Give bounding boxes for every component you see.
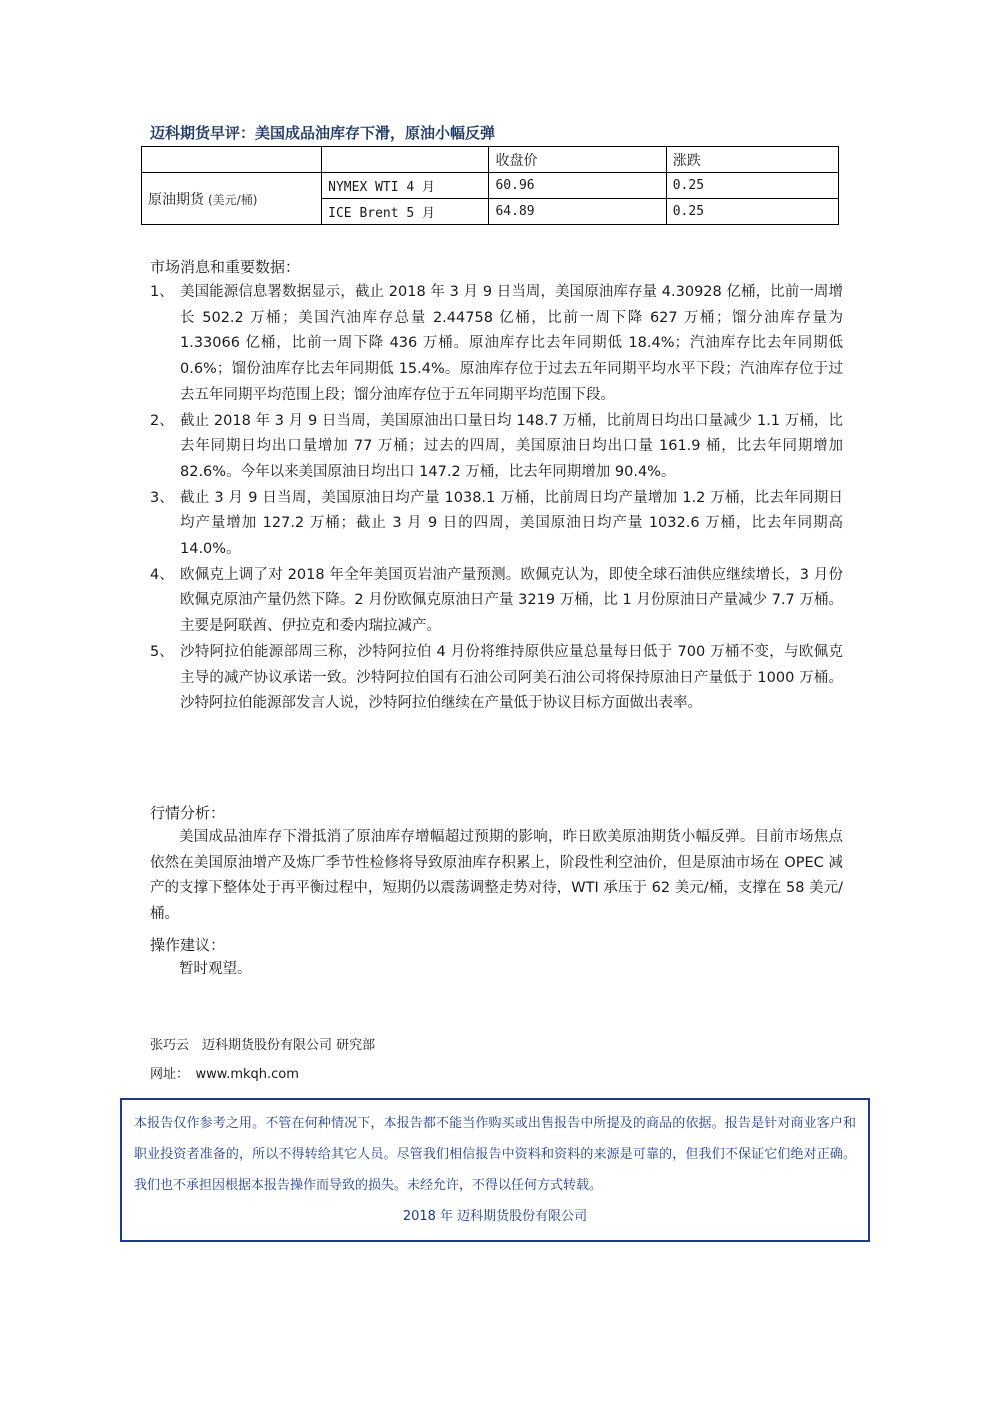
header-close-cell: 收盘价: [489, 147, 666, 173]
author-line: 张巧云 迈科期货股份有限公司 研究部: [150, 1038, 376, 1053]
news-item: [150, 640, 843, 717]
contract-cell: NYMEX WTI 4 月: [322, 173, 489, 199]
disclaimer-box: [120, 1098, 870, 1242]
news-item-number: 1、: [150, 284, 174, 300]
table-row: [142, 173, 839, 199]
header-blank-cell: [142, 147, 322, 173]
news-item-number: 5、: [150, 643, 174, 660]
disclaimer-footer: 2018 年 迈科期货股份有限公司: [402, 1209, 588, 1224]
row-group-unit: (美元/桶): [208, 192, 258, 207]
contract-cell: ICE Brent 5 月: [322, 199, 489, 225]
news-item-text: 沙特阿拉伯能源部周三称，沙特阿拉伯 4 月份将维持原供应量总量每日低于 700 万桶不变，与欧佩克主导的减产协议承诺一致。沙特阿拉伯国有石油公司阿美石油公司将保持原油日产量低于 1000 万桶。沙特阿拉伯能源部发言人说，沙特阿拉伯继续在产量低于协议目标方面做出表率。: [180, 643, 843, 712]
change-cell: 0.25: [666, 173, 838, 199]
advice-text: 暂时观望。: [179, 961, 252, 977]
header-blank-cell: [322, 147, 489, 173]
news-item-text: 欧佩克上调了对 2018 年全年美国页岩油产量预测。欧佩克认为，即使全球石油供应继续增长，3 月份欧佩克原油产量仍然下降。2 月份欧佩克原油日产量 3219 万桶，比 1 月份原油日产量减少 7.7 万桶。主要是阿联酋、伊拉克和委内瑞拉减产。: [180, 566, 843, 635]
website-line: 网址： www.mkqh.com: [150, 1067, 299, 1082]
news-list: [150, 280, 843, 717]
change-cell: 0.25: [666, 199, 838, 225]
news-item: [150, 409, 843, 486]
analysis-text: 美国成品油库存下滑抵消了原油库存增幅超过预期的影响，昨日欧美原油期货小幅反弹。目前市场焦点依然在美国原油增产及炼厂季节性检修将导致原油库存积累上，阶段性利空油价，但是原油市场在 OPEC 减产的支撑下整体处于再平衡过程中，短期仍以震荡调整走势对待，WTI 承压于 62 美元/桶，支撑在 58 美元/桶。: [150, 829, 843, 923]
news-item: [150, 486, 843, 563]
advice-heading: 操作建议：: [150, 936, 226, 954]
header-change-cell: 涨跌: [666, 147, 838, 173]
news-item: [150, 563, 843, 640]
close-price-cell: 60.96: [489, 173, 666, 199]
news-item-number: 4、: [150, 566, 174, 583]
news-item: [150, 280, 843, 409]
news-item-number: 3、: [150, 489, 174, 506]
page-title: 迈科期货早评：美国成品油库存下滑，原油小幅反弹: [150, 124, 496, 142]
table-header-row: [142, 147, 839, 173]
quote-table: [141, 146, 839, 225]
news-item-text: 美国能源信息署数据显示，截止 2018 年 3 月 9 日当周，美国原油库存量 4.30928 亿桶，比前一周增长 502.2 万桶；美国汽油库存总量 2.44758 亿桶，比前一周下降 627 万桶；馏分油库存量为 1.33066 亿桶，比前一周下降 436 万桶。原油库存比去年同期低 18.4%；汽油库存比去年同期低 0.6%；馏份油库存比去年同期低 15.4%。原油库存位于过去五年同期平均水平下段；汽油库存位于过去五年同期平均范围上段；馏分油库存位于五年同期平均范围下段。: [180, 284, 843, 403]
news-item-text: 截止 3 月 9 日当周，美国原油日均产量 1038.1 万桶，比前周日均产量增加 1.2 万桶，比去年同期日均产量增加 127.2 万桶；截止 3 月 9 日的四周，美国原油日均产量 1032.6 万桶，比去年同期高 14.0%。: [180, 489, 843, 558]
close-price-cell: 64.89: [489, 199, 666, 225]
news-item-number: 2、: [150, 412, 174, 429]
row-group-cell: [142, 173, 322, 225]
news-heading: 市场消息和重要数据：: [150, 258, 301, 276]
disclaimer-text: 本报告仅作参考之用。不管在何种情况下，本报告都不能当作购买或出售报告中所提及的商品的依据。报告是针对商业客户和职业投资者准备的，所以不得转给其它人员。尽管我们相信报告中资料和资料的来源是可靠的，但我们不保证它们绝对正确。我们也不承担因根据本报告操作而导致的损失。未经允许，不得以任何方式转载。: [134, 1116, 856, 1193]
news-item-text: 截止 2018 年 3 月 9 日当周，美国原油出口量日均 148.7 万桶，比前周日均出口量减少 1.1 万桶，比去年同期日均出口量增加 77 万桶；过去的四周，美国原油日均出口量 161.9 桶，比去年同期增加 82.6%。今年以来美国原油日均出口 147.2 万桶，比去年同期增加 90.4%。: [180, 412, 843, 480]
analysis-heading: 行情分析：: [150, 804, 226, 822]
row-group-label: 原油期货: [148, 191, 204, 208]
